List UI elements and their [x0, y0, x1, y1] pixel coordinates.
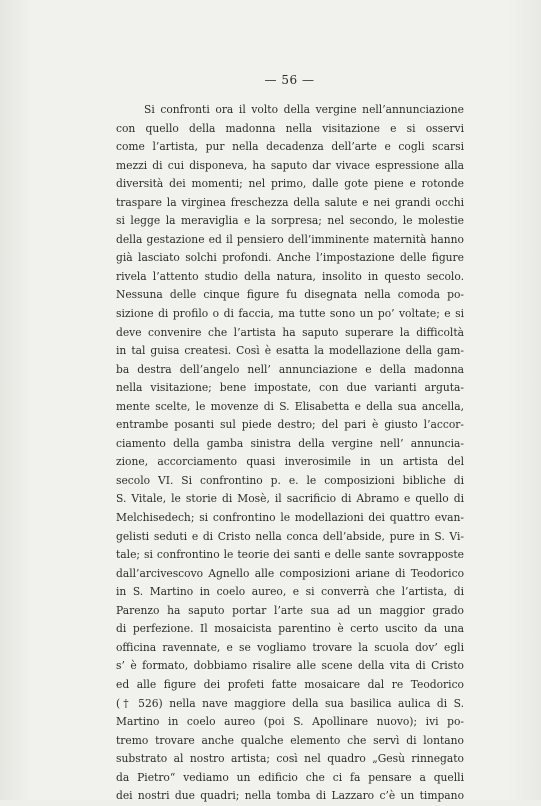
- text-line: mezzi di cui disponeva, ha saputo dar vivace espressione alla: [116, 158, 464, 172]
- text-line: della gestazione ed il pensiero dell’imminente maternità hanno: [116, 232, 464, 246]
- text-line: dall’arcivescovo Agnello alle composizioni ariane di Teodorico: [116, 566, 464, 580]
- text-line: si legge la meraviglia e la sorpresa; nel secondo, le molestie: [116, 214, 464, 228]
- text-line: sizione di profilo o di faccia, ma tutte sono un po’ voltate; e si: [116, 307, 464, 321]
- page-number: — 56 —: [264, 73, 315, 87]
- text-line: secolo VI. Si confrontino p. e. le composizioni bibliche di: [116, 473, 464, 487]
- text-line: officina ravennate, e se vogliamo trovare la scuola dov’ egli: [116, 640, 464, 654]
- text-line: († 526) nella nave maggiore della sua basilica aulica di S.: [116, 696, 464, 710]
- text-line: gelisti seduti e di Cristo nella conca dell’abside, pure in S. Vi-: [116, 529, 464, 543]
- text-line: diversità dei momenti; nel primo, dalle gote piene e rotonde: [116, 177, 464, 191]
- text-line: tale; si confrontino le teorie dei santi e delle sante sovrapposte: [116, 548, 464, 562]
- text-line: S. Vitale, le storie di Mosè, il sacrificio di Abramo e quello di: [116, 492, 464, 506]
- text-line: mente scelte, le movenze di S. Elisabetta e della sua ancella,: [116, 399, 464, 413]
- text-line: già lasciato solchi profondi. Anche l’impostazione delle figure: [116, 251, 464, 265]
- body-text: [116, 101, 464, 806]
- text-line: Parenzo ha saputo portar l’arte sua ad un maggior grado: [116, 603, 464, 617]
- text-line: s’ è formato, dobbiamo risalire alle scene della vita di Cristo: [116, 659, 464, 673]
- text-line: di perfezione. Il mosaicista parentino è certo uscito da una: [116, 622, 464, 636]
- text-line: substrato al nostro artista; così nel quadro „Gesù rinnegato: [116, 752, 464, 766]
- text-line: Martino in coelo aureo (poi S. Apollinare nuovo); ivi po-: [116, 715, 464, 729]
- text-line: zione, accorciamento quasi inverosimile in un artista del: [116, 455, 464, 469]
- text-line: con quello della madonna nella visitazione e si osservi: [116, 121, 464, 135]
- text-line: ciamento della gamba sinistra della vergine nell’ annuncia-: [116, 436, 464, 450]
- text-line: deve convenire che l’artista ha saputo superare la difficoltà: [116, 325, 464, 339]
- text-line: entrambe posanti sul piede destro; del pari è giusto l’accor-: [116, 418, 464, 432]
- text-line: nella visitazione; bene impostate, con due varianti arguta-: [116, 381, 464, 395]
- text-line: Nessuna delle cinque figure fu disegnata nella comoda po-: [116, 288, 464, 302]
- text-line: in S. Martino in coelo aureo, e si converrà che l’artista, di: [116, 585, 464, 599]
- text-line: Si confronti ora il volto della vergine nell’annunciazione: [144, 103, 464, 116]
- text-line: da Pietro“ vediamo un edificio che ci fa pensare a quelli: [116, 770, 464, 784]
- text-line: ed alle figure dei profeti fatte mosaicare dal re Teodorico: [116, 677, 464, 691]
- text-line: tremo trovare anche qualche elemento che servì di lontano: [116, 733, 464, 747]
- text-line: come l’artista, pur nella decadenza dell’arte e cogli scarsi: [116, 140, 464, 154]
- text-line: dei nostri due quadri; nella tomba di Lazzaro c’è un timpano: [116, 789, 464, 803]
- text-line: traspare la virginea freschezza della salute e nei grandi occhi: [116, 195, 464, 209]
- text-line: ba destra dell’angelo nell’ annunciazione e della madonna: [116, 362, 464, 376]
- text-line: in tal guisa createsi. Così è esatta la modellazione della gam-: [116, 344, 464, 358]
- text-line: Melchisedech; si confrontino le modellazioni dei quattro evan-: [116, 511, 464, 525]
- text-line: rivela l’attento studio della natura, insolito in questo secolo.: [116, 269, 464, 283]
